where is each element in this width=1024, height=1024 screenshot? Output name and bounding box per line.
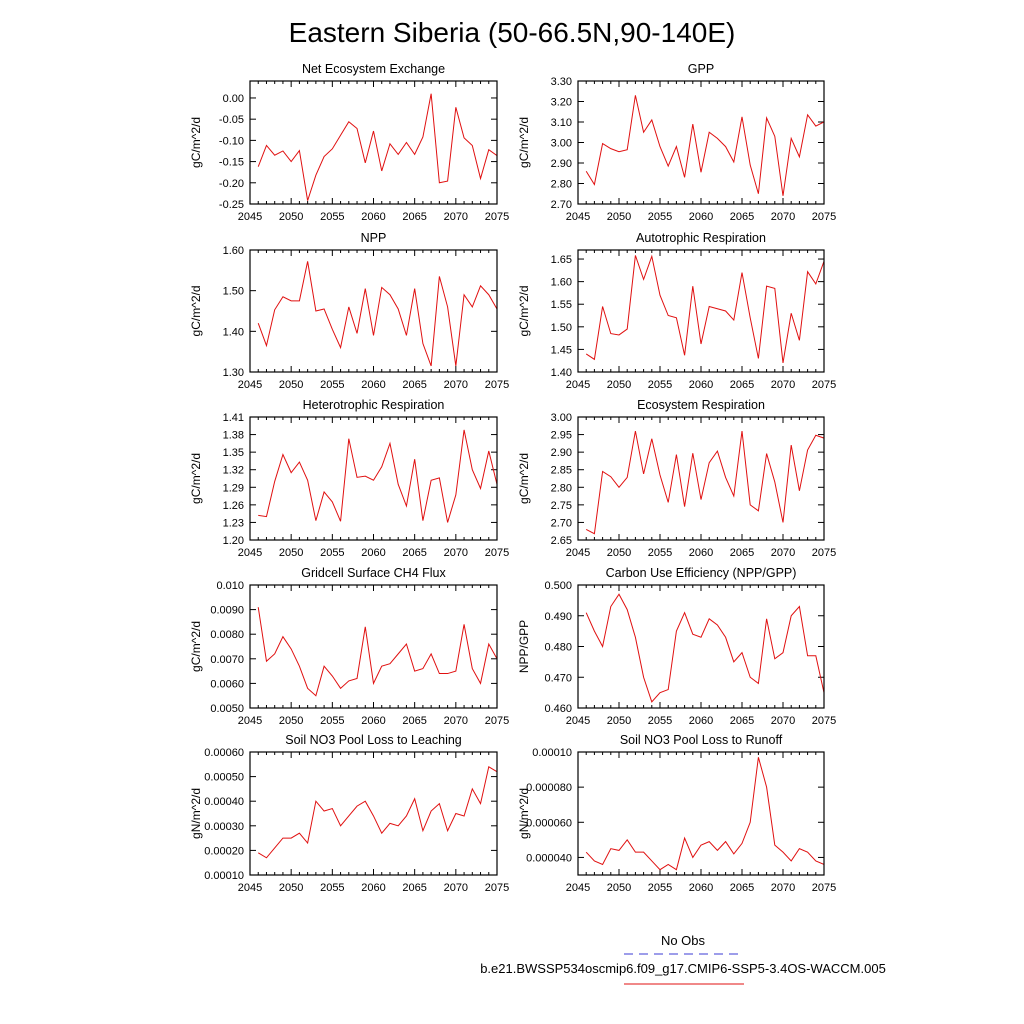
y-tick-label: 0.00010 [532, 747, 572, 759]
x-tick-label: 2065 [729, 882, 755, 894]
y-tick-label: 3.10 [550, 117, 572, 129]
x-tick-label: 2070 [770, 211, 796, 223]
y-tick-label: 1.55 [550, 299, 572, 312]
y-tick-label: 3.00 [550, 412, 572, 424]
y-tick-label: 2.70 [550, 517, 572, 530]
x-tick-label: 2055 [320, 547, 345, 559]
panel-title: NPP [360, 231, 387, 245]
x-tick-label: 2050 [278, 547, 304, 559]
y-tick-label: 0.00 [222, 92, 244, 105]
series-line [586, 594, 824, 702]
panel-gridcell-surface-ch4-flux [189, 566, 509, 727]
x-tick-label: 2065 [729, 379, 755, 391]
x-tick-label: 2050 [606, 882, 632, 894]
x-tick-label: 2045 [565, 211, 591, 223]
plot-frame [250, 250, 497, 372]
y-tick-label: 0.000080 [526, 782, 572, 795]
y-axis-label: gN/m^2/d [189, 788, 203, 839]
y-tick-label: 3.20 [550, 96, 572, 109]
y-tick-label: 1.30 [222, 367, 244, 379]
x-tick-label: 2075 [811, 882, 837, 894]
panel-title: GPP [687, 62, 715, 76]
x-tick-label: 2060 [361, 715, 386, 727]
y-tick-label: 1.40 [222, 326, 244, 339]
y-tick-label: 1.50 [550, 321, 572, 334]
y-tick-label: 2.65 [550, 535, 572, 547]
panel-title: Soil NO3 Pool Loss to Runoff [619, 733, 783, 747]
x-tick-label: 2065 [402, 379, 427, 391]
x-tick-label: 2055 [320, 211, 345, 223]
panel-net-ecosystem-exchange [189, 62, 509, 223]
panel-soil-no3-pool-loss-to-runoff [517, 733, 836, 894]
x-tick-label: 2045 [237, 379, 263, 391]
x-tick-label: 2055 [320, 715, 345, 727]
series-line [258, 261, 497, 366]
y-axis-label: gN/m^2/d [517, 788, 531, 839]
y-tick-label: 2.75 [550, 499, 572, 512]
y-axis-label: gC/m^2/d [189, 453, 203, 504]
panel-title: Autotrophic Respiration [636, 231, 766, 245]
panel-title: Ecosystem Respiration [637, 398, 765, 412]
x-tick-label: 2045 [237, 547, 263, 559]
x-tick-label: 2060 [688, 379, 714, 391]
panel-title: Soil NO3 Pool Loss to Leaching [285, 733, 462, 747]
y-tick-label: -0.05 [218, 114, 244, 127]
panel-npp [189, 231, 509, 391]
y-tick-label: 0.010 [216, 580, 244, 592]
x-tick-label: 2050 [278, 379, 304, 391]
y-tick-label: 1.60 [550, 276, 572, 289]
x-tick-label: 2050 [606, 379, 632, 391]
y-tick-label: 0.0080 [210, 629, 244, 642]
x-tick-label: 2065 [729, 211, 755, 223]
x-tick-label: 2065 [402, 715, 427, 727]
legend-label-no-obs: No Obs [660, 933, 706, 948]
x-tick-label: 2070 [443, 211, 469, 223]
y-tick-label: 2.95 [550, 429, 572, 442]
y-tick-label: 0.00050 [204, 771, 244, 784]
y-tick-label: 1.20 [222, 535, 244, 547]
y-tick-label: -0.20 [218, 177, 244, 190]
x-tick-label: 2045 [565, 379, 591, 391]
y-tick-label: 3.30 [550, 76, 572, 88]
y-tick-label: 0.00040 [204, 796, 244, 809]
x-tick-label: 2055 [647, 715, 673, 727]
panel-title: Net Ecosystem Exchange [301, 62, 446, 76]
x-tick-label: 2055 [647, 547, 673, 559]
x-tick-label: 2070 [770, 715, 796, 727]
x-tick-label: 2055 [647, 882, 673, 894]
x-tick-label: 2060 [361, 882, 386, 894]
x-tick-label: 2045 [237, 211, 263, 223]
legend-label-run: b.e21.BWSSP534oscmip6.f09_g17.CMIP6-SSP5-3.4OS-WACCM.005 [480, 961, 886, 976]
panels-grid [189, 62, 836, 894]
x-tick-label: 2060 [688, 882, 714, 894]
x-tick-label: 2060 [361, 211, 386, 223]
x-tick-label: 2060 [361, 379, 386, 391]
x-tick-label: 2050 [278, 715, 304, 727]
y-tick-label: 0.0090 [210, 604, 244, 617]
y-tick-label: 1.60 [222, 245, 244, 257]
y-tick-label: 0.490 [544, 610, 572, 623]
y-tick-label: 0.00020 [204, 845, 244, 858]
x-tick-label: 2075 [484, 211, 510, 223]
y-tick-label: 1.38 [222, 429, 244, 442]
panel-title: Heterotrophic Respiration [302, 398, 445, 412]
panel-ecosystem-respiration [517, 398, 836, 559]
y-tick-label: 2.80 [550, 482, 572, 495]
x-tick-label: 2060 [688, 211, 714, 223]
y-tick-label: -0.10 [218, 135, 244, 148]
x-tick-label: 2070 [770, 379, 796, 391]
x-tick-label: 2055 [647, 211, 673, 223]
y-axis-label: gC/m^2/d [189, 621, 203, 672]
panel-soil-no3-pool-loss-to-leaching [189, 733, 509, 894]
panel-gpp [517, 62, 836, 223]
x-tick-label: 2065 [402, 211, 427, 223]
x-tick-label: 2075 [811, 379, 837, 391]
y-axis-label: gC/m^2/d [517, 285, 531, 337]
plot-frame [578, 417, 824, 540]
plot-frame [578, 250, 824, 372]
y-tick-label: 1.26 [222, 499, 244, 512]
x-tick-label: 2060 [361, 547, 386, 559]
y-tick-label: 1.50 [222, 285, 244, 298]
plot-frame [250, 81, 497, 204]
x-tick-label: 2050 [606, 547, 632, 559]
x-tick-label: 2050 [606, 715, 632, 727]
y-axis-label: gC/m^2/d [517, 453, 531, 504]
x-tick-label: 2060 [688, 547, 714, 559]
series-line [586, 431, 824, 534]
y-tick-label: 0.000040 [526, 852, 572, 865]
y-tick-label: 0.470 [544, 672, 572, 685]
y-tick-label: 1.40 [550, 367, 572, 379]
x-tick-label: 2050 [278, 882, 304, 894]
y-tick-label: 0.00030 [204, 820, 244, 833]
x-tick-label: 2065 [402, 882, 427, 894]
x-tick-label: 2070 [443, 547, 469, 559]
x-tick-label: 2065 [402, 547, 427, 559]
y-tick-label: 0.00010 [204, 870, 244, 882]
y-tick-label: 2.85 [550, 464, 572, 477]
series-line [258, 430, 497, 523]
x-tick-label: 2065 [729, 715, 755, 727]
y-tick-label: 0.00060 [204, 747, 244, 759]
x-tick-label: 2070 [770, 882, 796, 894]
y-tick-label: 0.480 [544, 641, 572, 654]
x-tick-label: 2070 [770, 547, 796, 559]
x-tick-label: 2075 [811, 715, 837, 727]
x-tick-label: 2075 [484, 715, 510, 727]
x-tick-label: 2045 [237, 882, 263, 894]
panel-title: Gridcell Surface CH4 Flux [301, 566, 446, 580]
x-tick-label: 2075 [811, 547, 837, 559]
y-axis-label: gC/m^2/d [189, 117, 203, 168]
x-tick-label: 2060 [688, 715, 714, 727]
y-tick-label: 1.32 [222, 464, 244, 477]
series-line [258, 94, 497, 201]
y-tick-label: 0.460 [544, 703, 572, 715]
x-tick-label: 2065 [729, 547, 755, 559]
y-tick-label: 3.00 [550, 137, 572, 150]
x-tick-label: 2070 [443, 379, 469, 391]
x-tick-label: 2045 [565, 715, 591, 727]
y-tick-label: 0.0050 [210, 703, 244, 715]
y-tick-label: 2.70 [550, 199, 572, 211]
y-tick-label: 1.41 [222, 412, 244, 424]
x-tick-label: 2045 [237, 715, 263, 727]
panel-title: Carbon Use Efficiency (NPP/GPP) [605, 566, 797, 580]
y-axis-label: gC/m^2/d [189, 285, 203, 337]
series-line [586, 95, 824, 195]
legend [480, 933, 886, 984]
series-line [258, 767, 497, 858]
plot-frame [250, 752, 497, 875]
y-tick-label: 1.45 [550, 344, 572, 357]
y-tick-label: 2.90 [550, 158, 572, 170]
panel-autotrophic-respiration [517, 231, 836, 391]
x-tick-label: 2055 [320, 882, 345, 894]
y-tick-label: 1.35 [222, 447, 244, 460]
x-tick-label: 2055 [647, 379, 673, 391]
series-line [586, 255, 824, 363]
y-tick-label: 1.23 [222, 517, 244, 530]
x-tick-label: 2050 [278, 211, 304, 223]
y-tick-label: 2.80 [550, 178, 572, 191]
y-axis-label: NPP/GPP [517, 619, 531, 674]
x-tick-label: 2075 [484, 547, 510, 559]
plot-frame [250, 417, 497, 540]
plot-frame [578, 585, 824, 708]
y-axis-label: gC/m^2/d [517, 117, 531, 168]
series-line [586, 757, 824, 869]
x-tick-label: 2075 [484, 882, 510, 894]
x-tick-label: 2050 [606, 211, 632, 223]
y-tick-label: 0.500 [544, 580, 572, 592]
x-tick-label: 2070 [443, 882, 469, 894]
x-tick-label: 2075 [484, 379, 510, 391]
y-tick-label: 0.000060 [526, 817, 572, 830]
x-tick-label: 2075 [811, 211, 837, 223]
panel-carbon-use-efficiency-npp-gpp [517, 566, 836, 727]
y-tick-label: 0.0070 [210, 653, 244, 666]
x-tick-label: 2070 [443, 715, 469, 727]
series-line [258, 607, 497, 696]
x-tick-label: 2045 [565, 547, 591, 559]
panel-heterotrophic-respiration [189, 398, 509, 559]
figure-title: Eastern Siberia (50-66.5N,90-140E) [288, 17, 736, 48]
y-tick-label: 1.65 [550, 254, 572, 267]
y-tick-label: 2.90 [550, 447, 572, 460]
plot-frame [578, 81, 824, 204]
x-tick-label: 2045 [565, 882, 591, 894]
y-tick-label: 0.0060 [210, 678, 244, 691]
y-tick-label: 1.29 [222, 482, 244, 495]
y-tick-label: -0.15 [218, 156, 244, 169]
x-tick-label: 2055 [320, 379, 345, 391]
y-tick-label: -0.25 [218, 199, 244, 211]
